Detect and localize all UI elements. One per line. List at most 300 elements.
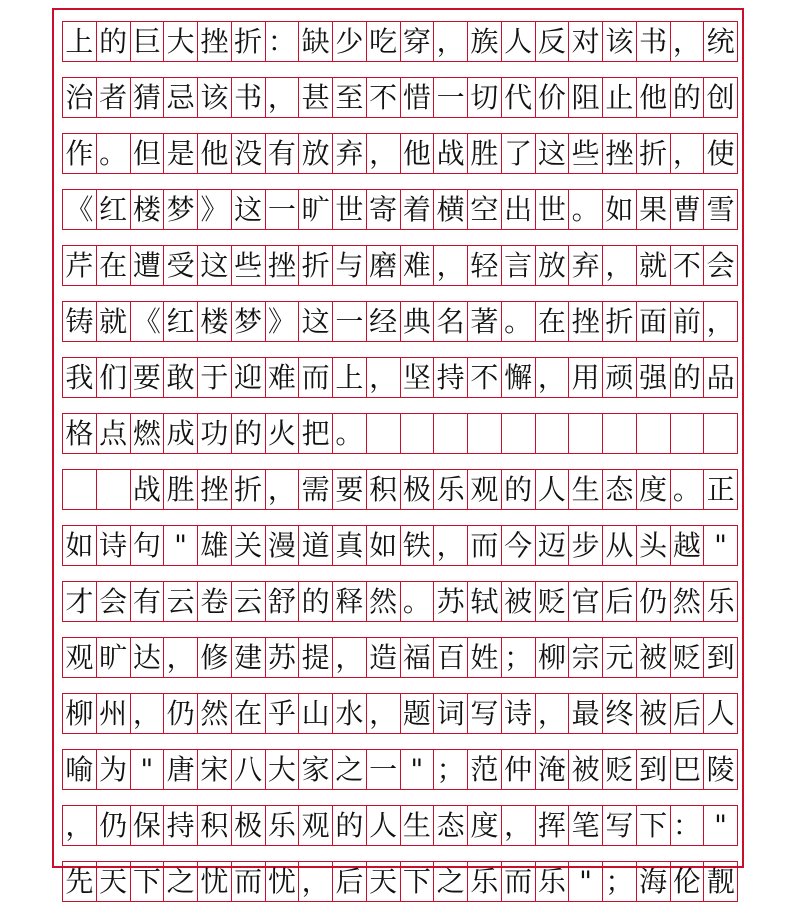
- grid-row: [62, 357, 738, 398]
- grid-cell: [704, 414, 738, 453]
- grid-cell: 这: [536, 134, 570, 173]
- grid-row: [62, 189, 738, 230]
- grid-cell: 句: [131, 526, 165, 565]
- grid-cell: 代: [502, 78, 536, 117]
- grid-cell: 。: [401, 582, 435, 621]
- grid-cell: 建: [232, 638, 266, 677]
- grid-cell: 云: [232, 582, 266, 621]
- grid-cell: 道: [299, 526, 333, 565]
- grid-cell: 持: [434, 358, 468, 397]
- grid-cell: 乐: [434, 470, 468, 509]
- grid-cell: 放: [536, 246, 570, 285]
- grid-cell: 切: [468, 78, 502, 117]
- grid-cell: 放: [299, 134, 333, 173]
- grid-cell: 先: [63, 862, 97, 901]
- grid-cell: 折: [232, 22, 266, 61]
- grid-cell: 淹: [536, 750, 570, 789]
- grid-cell: 这: [198, 246, 232, 285]
- grid-cell: 终: [603, 694, 637, 733]
- grid-cell: 没: [232, 134, 266, 173]
- grid-cell: 之: [333, 750, 367, 789]
- grid-cell: 上: [333, 358, 367, 397]
- grid-cell: 要: [131, 358, 165, 397]
- grid-cell: 书: [232, 78, 266, 117]
- grid-cell: 强: [637, 358, 671, 397]
- grid-cell: 观: [299, 806, 333, 845]
- grid-cell: 的: [299, 582, 333, 621]
- grid-cell: 态: [603, 470, 637, 509]
- grid-cell: 州: [97, 694, 131, 733]
- grid-cell: 写: [603, 806, 637, 845]
- grid-cell: 生: [569, 470, 603, 509]
- grid-cell: 雪: [704, 190, 738, 229]
- grid-cell: 品: [704, 358, 738, 397]
- grid-cell: 言: [502, 246, 536, 285]
- grid-cell: 胜: [164, 470, 198, 509]
- grid-cell: 创: [704, 78, 738, 117]
- grid-cell: ，: [266, 78, 300, 117]
- grid-cell: 观: [468, 470, 502, 509]
- grid-cell: ，: [131, 694, 165, 733]
- grid-cell: 之: [164, 862, 198, 901]
- grid-cell: 如: [603, 190, 637, 229]
- grid-cell: 统: [704, 22, 738, 61]
- grid-row: [62, 693, 738, 734]
- grid-cell: ，: [266, 470, 300, 509]
- grid-cell: 极: [232, 806, 266, 845]
- grid-cell: 出: [502, 190, 536, 229]
- grid-cell: 度: [637, 470, 671, 509]
- grid-cell: 福: [401, 638, 435, 677]
- grid-cell: 观: [63, 638, 97, 677]
- grid-cell: ，: [434, 22, 468, 61]
- grid-row: [62, 805, 738, 846]
- grid-cell: 我: [63, 358, 97, 397]
- grid-cell: 就: [637, 246, 671, 285]
- grid-cell: 红: [97, 190, 131, 229]
- grid-cell: 词: [434, 694, 468, 733]
- grid-cell: 诗: [502, 694, 536, 733]
- grid-cell: 就: [97, 302, 131, 341]
- grid-row: [62, 301, 738, 342]
- grid-cell: 一: [266, 190, 300, 229]
- grid-cell: ，: [536, 694, 570, 733]
- grid-cell: 在: [97, 246, 131, 285]
- grid-cell: 持: [164, 806, 198, 845]
- grid-cell: 提: [299, 638, 333, 677]
- grid-row: [62, 637, 738, 678]
- grid-cell: 的: [671, 78, 705, 117]
- grid-cell: 这: [299, 302, 333, 341]
- grid-cell: 甚: [299, 78, 333, 117]
- grid-cell: 顽: [603, 358, 637, 397]
- grid-cell: [401, 414, 435, 453]
- grid-cell: 们: [97, 358, 131, 397]
- grid-row: [62, 469, 738, 510]
- grid-cell: 挥: [536, 806, 570, 845]
- grid-cell: 成: [164, 414, 198, 453]
- grid-cell: 喻: [63, 750, 97, 789]
- grid-cell: 价: [536, 78, 570, 117]
- grid-cell: 敢: [164, 358, 198, 397]
- grid-cell: 穿: [401, 22, 435, 61]
- grid-cell: 在: [232, 694, 266, 733]
- grid-cell: 真: [333, 526, 367, 565]
- grid-row: [62, 413, 738, 454]
- grid-cell: 梦: [164, 190, 198, 229]
- grid-cell: [97, 470, 131, 509]
- grid-row: [62, 749, 738, 790]
- grid-cell: 八: [232, 750, 266, 789]
- grid-cell: 有: [131, 582, 165, 621]
- grid-cell: ，: [434, 526, 468, 565]
- grid-cell: 仍: [164, 694, 198, 733]
- grid-cell: 弃: [333, 134, 367, 173]
- grid-cell: 到: [637, 750, 671, 789]
- grid-cell: 面: [637, 302, 671, 341]
- grid-cell: 燃: [131, 414, 165, 453]
- grid-cell: 铸: [63, 302, 97, 341]
- grid-cell: 积: [198, 806, 232, 845]
- grid-cell: 迎: [232, 358, 266, 397]
- grid-cell: 但: [131, 134, 165, 173]
- grid-cell: 会: [704, 246, 738, 285]
- grid-cell: [536, 414, 570, 453]
- grid-cell: 家: [299, 750, 333, 789]
- grid-cell: 折: [299, 246, 333, 285]
- grid-cell: 而: [299, 358, 333, 397]
- grid-cell: 而: [502, 862, 536, 901]
- grid-cell: 仍: [97, 806, 131, 845]
- grid-cell: 作: [63, 134, 97, 173]
- grid-cell: 果: [637, 190, 671, 229]
- grid-cell: 旷: [97, 638, 131, 677]
- grid-cell: 止: [603, 78, 637, 117]
- grid-cell: 才: [63, 582, 97, 621]
- grid-cell: 百: [434, 638, 468, 677]
- grid-cell: 正: [704, 470, 738, 509]
- grid-cell: [603, 414, 637, 453]
- grid-cell: 天: [367, 862, 401, 901]
- grid-cell: 的: [232, 414, 266, 453]
- grid-cell: 越: [671, 526, 705, 565]
- grid-cell: 最: [569, 694, 603, 733]
- grid-cell: ，: [502, 806, 536, 845]
- grid-cell: 下: [401, 862, 435, 901]
- grid-cell: 楼: [198, 302, 232, 341]
- grid-cell: 》: [266, 302, 300, 341]
- grid-cell: 度: [468, 806, 502, 845]
- grid-cell: 忧: [198, 862, 232, 901]
- grid-cell: 。: [502, 302, 536, 341]
- grid-cell: 贬: [603, 750, 637, 789]
- grid-cell: 挫: [266, 246, 300, 285]
- grid-cell: 使: [704, 134, 738, 173]
- grid-cell: 乐: [704, 582, 738, 621]
- grid-cell: 的: [97, 22, 131, 61]
- grid-cell: 芹: [63, 246, 97, 285]
- grid-cell: 上: [63, 22, 97, 61]
- grid-cell: 仲: [502, 750, 536, 789]
- grid-cell: ": [569, 862, 603, 901]
- grid-cell: 难: [401, 246, 435, 285]
- grid-cell: 贬: [536, 582, 570, 621]
- grid-cell: [434, 414, 468, 453]
- grid-cell: 。: [569, 190, 603, 229]
- grid-cell: 天: [97, 862, 131, 901]
- grid-cell: 惜: [401, 78, 435, 117]
- grid-cell: 如: [63, 526, 97, 565]
- grid-cell: [637, 414, 671, 453]
- grid-cell: 点: [97, 414, 131, 453]
- grid-cell: 唐: [164, 750, 198, 789]
- grid-cell: 火: [266, 414, 300, 453]
- grid-cell: 不: [367, 78, 401, 117]
- grid-cell: 会: [97, 582, 131, 621]
- grid-cell: 巴: [671, 750, 705, 789]
- grid-cell: 不: [468, 358, 502, 397]
- grid-cell: 苏: [266, 638, 300, 677]
- grid-cell: ，: [671, 22, 705, 61]
- grid-cell: 官: [569, 582, 603, 621]
- grid-cell: ，: [434, 246, 468, 285]
- grid-row: [62, 525, 738, 566]
- grid-cell: 大: [266, 750, 300, 789]
- grid-row: [62, 581, 738, 622]
- grid-cell: ，: [63, 806, 97, 845]
- grid-cell: ，: [333, 638, 367, 677]
- grid-row: [62, 861, 738, 902]
- grid-cell: 乐: [266, 806, 300, 845]
- grid-cell: 对: [569, 22, 603, 61]
- grid-cell: 弃: [569, 246, 603, 285]
- grid-cell: ；: [434, 750, 468, 789]
- grid-cell: ，: [367, 358, 401, 397]
- grid-cell: 书: [637, 22, 671, 61]
- grid-cell: 关: [232, 526, 266, 565]
- grid-cell: ": [704, 806, 738, 845]
- grid-cell: 诗: [97, 526, 131, 565]
- grid-cell: 者: [97, 78, 131, 117]
- grid-cell: 受: [164, 246, 198, 285]
- grid-cell: 下: [637, 806, 671, 845]
- grid-cell: 一: [333, 302, 367, 341]
- grid-cell: 要: [333, 470, 367, 509]
- grid-cell: 卷: [198, 582, 232, 621]
- grid-cell: 把: [299, 414, 333, 453]
- grid-cell: 从: [603, 526, 637, 565]
- grid-cell: 吃: [367, 22, 401, 61]
- grid-cell: 然: [198, 694, 232, 733]
- grid-cell: [671, 414, 705, 453]
- grid-cell: 》: [198, 190, 232, 229]
- grid-cell: 名: [434, 302, 468, 341]
- grid-cell: [468, 414, 502, 453]
- grid-row: [62, 77, 738, 118]
- grid-cell: 后: [603, 582, 637, 621]
- grid-cell: 战: [434, 134, 468, 173]
- grid-cell: 迈: [536, 526, 570, 565]
- grid-cell: 懈: [502, 358, 536, 397]
- grid-cell: 宋: [198, 750, 232, 789]
- grid-cell: 着: [401, 190, 435, 229]
- grid-cell: ": [401, 750, 435, 789]
- grid-cell: ，: [536, 358, 570, 397]
- writing-grid: [62, 21, 738, 917]
- grid-cell: 《: [131, 302, 165, 341]
- grid-cell: 横: [434, 190, 468, 229]
- grid-cell: 世: [536, 190, 570, 229]
- grid-cell: 人: [704, 694, 738, 733]
- grid-cell: ": [164, 526, 198, 565]
- grid-cell: 今: [502, 526, 536, 565]
- grid-cell: 苏: [434, 582, 468, 621]
- grid-cell: 修: [198, 638, 232, 677]
- grid-cell: 柳: [536, 638, 570, 677]
- grid-cell: 坚: [401, 358, 435, 397]
- grid-cell: 胜: [468, 134, 502, 173]
- grid-cell: 极: [401, 470, 435, 509]
- grid-cell: 宗: [569, 638, 603, 677]
- grid-cell: 缺: [299, 22, 333, 61]
- grid-cell: 贬: [671, 638, 705, 677]
- grid-cell: 大: [164, 22, 198, 61]
- grid-cell: 他: [637, 78, 671, 117]
- grid-cell: 少: [333, 22, 367, 61]
- grid-cell: 用: [569, 358, 603, 397]
- grid-cell: 楼: [131, 190, 165, 229]
- grid-cell: 而: [232, 862, 266, 901]
- grid-cell: 挫: [198, 470, 232, 509]
- grid-cell: 典: [401, 302, 435, 341]
- grid-cell: 折: [232, 470, 266, 509]
- grid-cell: 如: [367, 526, 401, 565]
- grid-cell: ；: [603, 862, 637, 901]
- grid-cell: ": [131, 750, 165, 789]
- grid-cell: 人: [367, 806, 401, 845]
- grid-row: [62, 133, 738, 174]
- grid-cell: 的: [333, 806, 367, 845]
- grid-cell: 下: [131, 862, 165, 901]
- grid-cell: 战: [131, 470, 165, 509]
- grid-cell: 遭: [131, 246, 165, 285]
- grid-cell: ，: [164, 638, 198, 677]
- grid-cell: 寄: [367, 190, 401, 229]
- grid-cell: 折: [637, 134, 671, 173]
- grid-cell: 些: [232, 246, 266, 285]
- grid-cell: 靓: [704, 862, 738, 901]
- grid-cell: 然: [367, 582, 401, 621]
- grid-cell: 曹: [671, 190, 705, 229]
- grid-cell: 水: [333, 694, 367, 733]
- grid-cell: 积: [367, 470, 401, 509]
- grid-cell: 阻: [569, 78, 603, 117]
- grid-cell: 前: [671, 302, 705, 341]
- grid-row: [62, 21, 738, 62]
- grid-cell: 乐: [468, 862, 502, 901]
- grid-cell: 需: [299, 470, 333, 509]
- grid-cell: 被: [569, 750, 603, 789]
- grid-cell: 该: [198, 78, 232, 117]
- grid-cell: 在: [536, 302, 570, 341]
- grid-cell: 折: [603, 302, 637, 341]
- grid-cell: 族: [468, 22, 502, 61]
- grid-cell: 一: [367, 750, 401, 789]
- grid-cell: 。: [333, 414, 367, 453]
- grid-cell: 《: [63, 190, 97, 229]
- grid-cell: 后: [333, 862, 367, 901]
- grid-cell: ": [704, 526, 738, 565]
- grid-cell: 乎: [266, 694, 300, 733]
- grid-cell: 步: [569, 526, 603, 565]
- grid-cell: 于: [198, 358, 232, 397]
- grid-cell: 著: [468, 302, 502, 341]
- grid-cell: 被: [637, 638, 671, 677]
- grid-cell: 轼: [468, 582, 502, 621]
- grid-cell: 轻: [468, 246, 502, 285]
- grid-cell: 至: [333, 78, 367, 117]
- grid-cell: ，: [367, 134, 401, 173]
- grid-cell: 难: [266, 358, 300, 397]
- grid-cell: 被: [502, 582, 536, 621]
- grid-cell: ：: [671, 806, 705, 845]
- grid-cell: 治: [63, 78, 97, 117]
- grid-cell: 造: [367, 638, 401, 677]
- grid-cell: 铁: [401, 526, 435, 565]
- grid-cell: 海: [637, 862, 671, 901]
- grid-cell: 挫: [569, 302, 603, 341]
- grid-cell: 空: [468, 190, 502, 229]
- grid-cell: 保: [131, 806, 165, 845]
- grid-cell: 姓: [468, 638, 502, 677]
- grid-cell: ：: [266, 22, 300, 61]
- grid-cell: [502, 414, 536, 453]
- grid-cell: [569, 414, 603, 453]
- grid-cell: 范: [468, 750, 502, 789]
- grid-cell: 忧: [266, 862, 300, 901]
- grid-cell: 笔: [569, 806, 603, 845]
- grid-cell: 的: [502, 470, 536, 509]
- grid-cell: 是: [164, 134, 198, 173]
- grid-cell: 然: [671, 582, 705, 621]
- grid-cell: 功: [198, 414, 232, 453]
- grid-cell: 反: [536, 22, 570, 61]
- grid-cell: 。: [671, 470, 705, 509]
- grid-cell: 伦: [671, 862, 705, 901]
- grid-cell: 到: [704, 638, 738, 677]
- grid-row: [62, 245, 738, 286]
- grid-cell: 被: [637, 694, 671, 733]
- grid-cell: [367, 414, 401, 453]
- grid-cell: 的: [671, 358, 705, 397]
- grid-cell: 不: [671, 246, 705, 285]
- grid-cell: 了: [502, 134, 536, 173]
- grid-cell: 达: [131, 638, 165, 677]
- grid-cell: 猜: [131, 78, 165, 117]
- grid-cell: 。: [97, 134, 131, 173]
- grid-cell: 仍: [637, 582, 671, 621]
- grid-cell: 该: [603, 22, 637, 61]
- grid-cell: 雄: [198, 526, 232, 565]
- grid-cell: ，: [299, 862, 333, 901]
- grid-cell: 人: [502, 22, 536, 61]
- grid-cell: 格: [63, 414, 97, 453]
- grid-cell: 云: [164, 582, 198, 621]
- grid-cell: 忌: [164, 78, 198, 117]
- grid-cell: 柳: [63, 694, 97, 733]
- grid-cell: 山: [299, 694, 333, 733]
- grid-cell: 后: [671, 694, 705, 733]
